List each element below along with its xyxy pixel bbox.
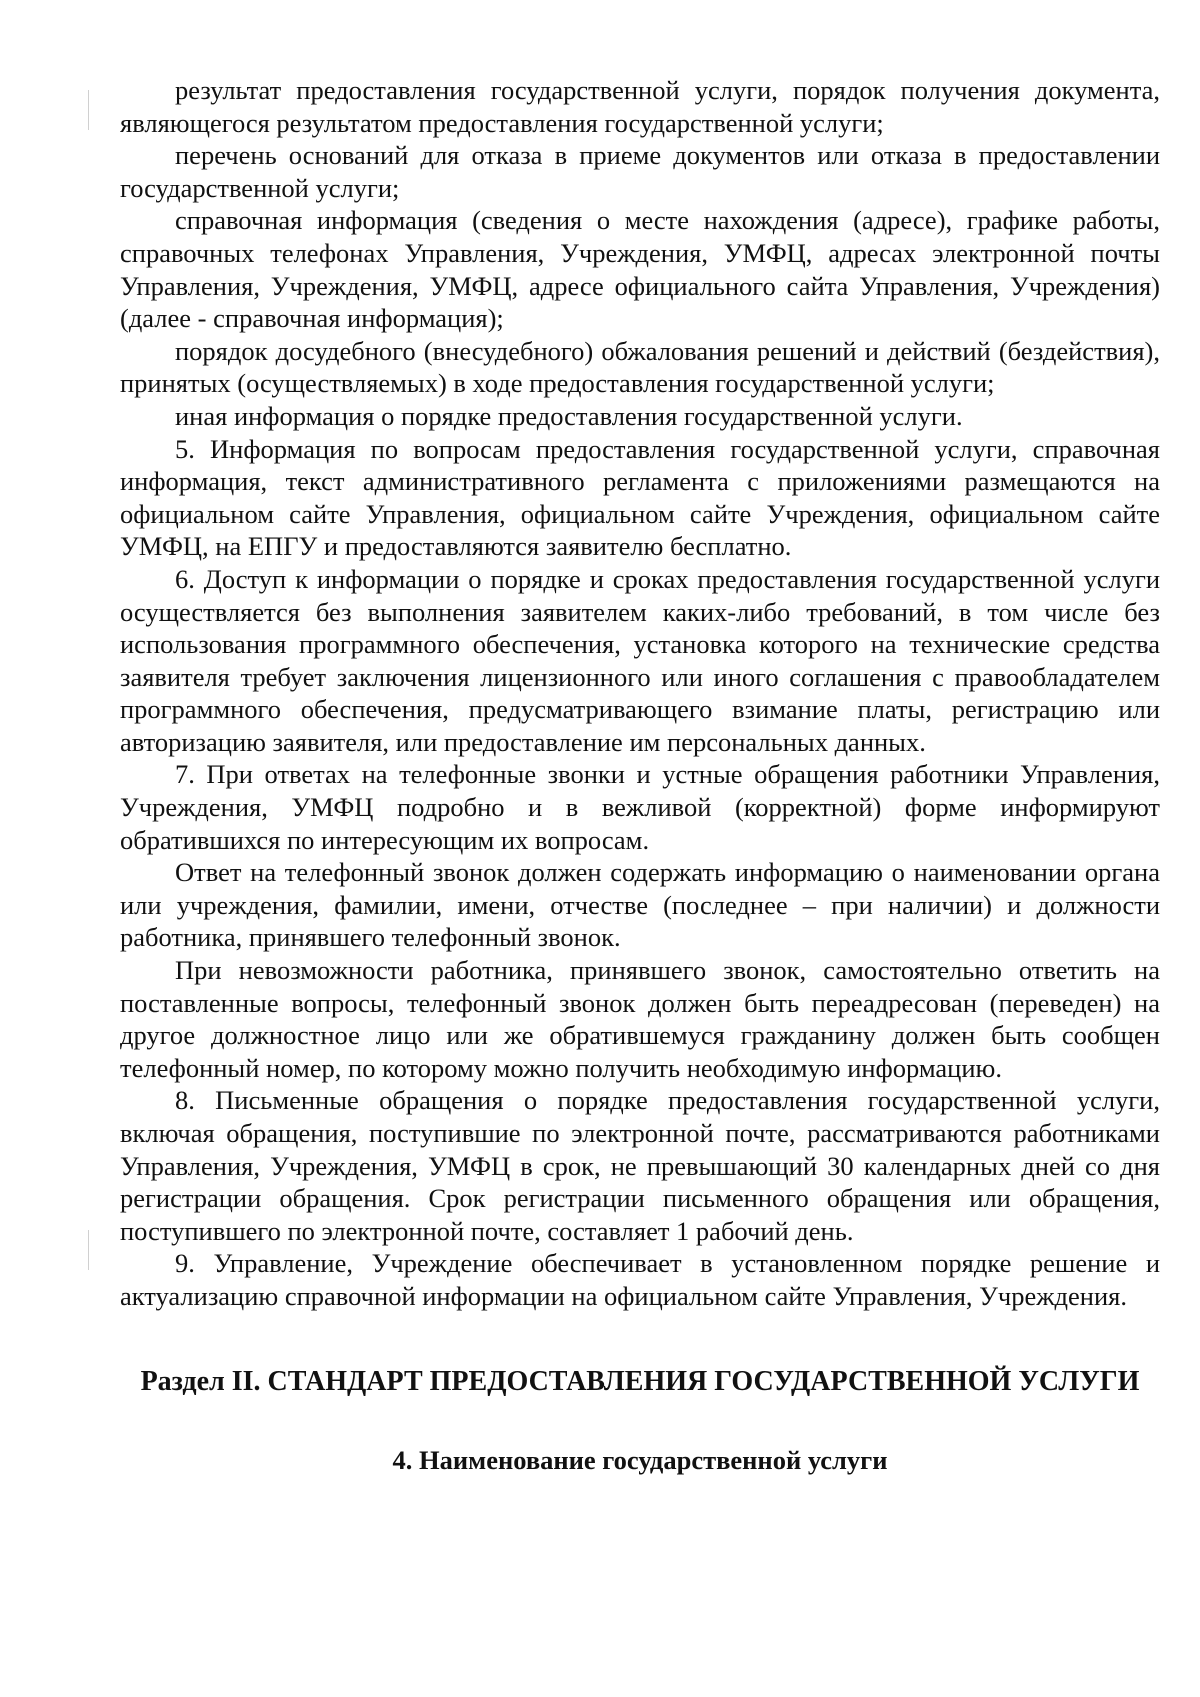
paragraph: Ответ на телефонный звонок должен содержать информацию о наименовании органа или учреждения, фамилии, имени, отчестве (последнее – при наличии) и должности работника, принявшего телефонный звонок. [120,857,1160,953]
scan-margin-mark [88,90,89,130]
paragraph-item-5: 5. Информация по вопросам предоставления государственной услуги, справочная информация, текст административного регламента с приложениями размещаются на официальном сайте Управления, официальном сайте Учреждения, официальном сайте УМФЦ, на ЕПГУ и предоставляются заявителю бесплатно. [120,433,1160,562]
paragraph: При невозможности работника, принявшего звонок, самостоятельно ответить на поставленные вопросы, телефонный звонок должен быть переадресован (переведен) на другое должностное лицо или же обратившемуся гражданину должен быть сообщен телефонный номер, по которому можно получить необходимую информацию. [120,955,1160,1083]
paragraph: перечень оснований для отказа в приеме документов или отказа в предоставлении государственной услуги; [120,140,1160,203]
document-body [120,74,1160,1477]
paragraph-item-8: 8. Письменные обращения о порядке предоставления государственной услуги, включая обращения, поступившие по электронной почте, рассматриваются работниками Управления, Учреждения, УМФЦ в срок, не превышающий 30 календарных дней со дня регистрации обращения. Срок регистрации письменного обращения или обращения, поступившего по электронной почте, составляет 1 рабочий день. [120,1085,1160,1246]
sub-heading: 4. Наименование государственной услуги [392,1444,888,1475]
paragraph-item-7: 7. При ответах на телефонные звонки и устные обращения работники Управления, Учреждения, УМФЦ подробно и в вежливой (корректной) форме информируют обратившихся по интересующим их вопросам. [120,759,1160,855]
paragraph: справочная информация (сведения о месте нахождения (адресе), графике работы, справочных телефонах Управления, Учреждения, УМФЦ, адресах электронной почты Управления, Учреждения, УМФЦ, адресе официального сайта Управления, Учреждения) (далее - справочная информация); [120,205,1160,334]
scan-margin-mark [88,1230,89,1270]
section-heading: Раздел II. СТАНДАРТ ПРЕДОСТАВЛЕНИЯ ГОСУДАРСТВЕННОЙ УСЛУГИ [140,1365,1140,1397]
paragraph: порядок досудебного (внесудебного) обжалования решений и действий (бездействия), принятых (осуществляемых) в ходе предоставления государственной услуги; [120,335,1160,399]
paragraph: иная информация о порядке предоставления государственной услуги. [175,400,963,431]
paragraph: результат предоставления государственной услуги, порядок получения документа, являющегося результатом предоставления государственной услуги; [120,75,1160,138]
paragraph-item-6: 6. Доступ к информации о порядке и сроках предоставления государственной услуги осуществляется без выполнения заявителем каких-либо требований, в том числе без использования программного обеспечения, установка которого на технические средства заявителя требует заключения лицензионного или иного соглашения с правообладателем программного обеспечения, предусматривающего взимание платы, регистрацию или авторизацию заявителя, или предоставление им персональных данных. [120,563,1160,757]
paragraph-item-9: 9. Управление, Учреждение обеспечивает в установленном порядке решение и актуализацию справочной информации на официальном сайте Управления, Учреждения. [120,1248,1160,1311]
